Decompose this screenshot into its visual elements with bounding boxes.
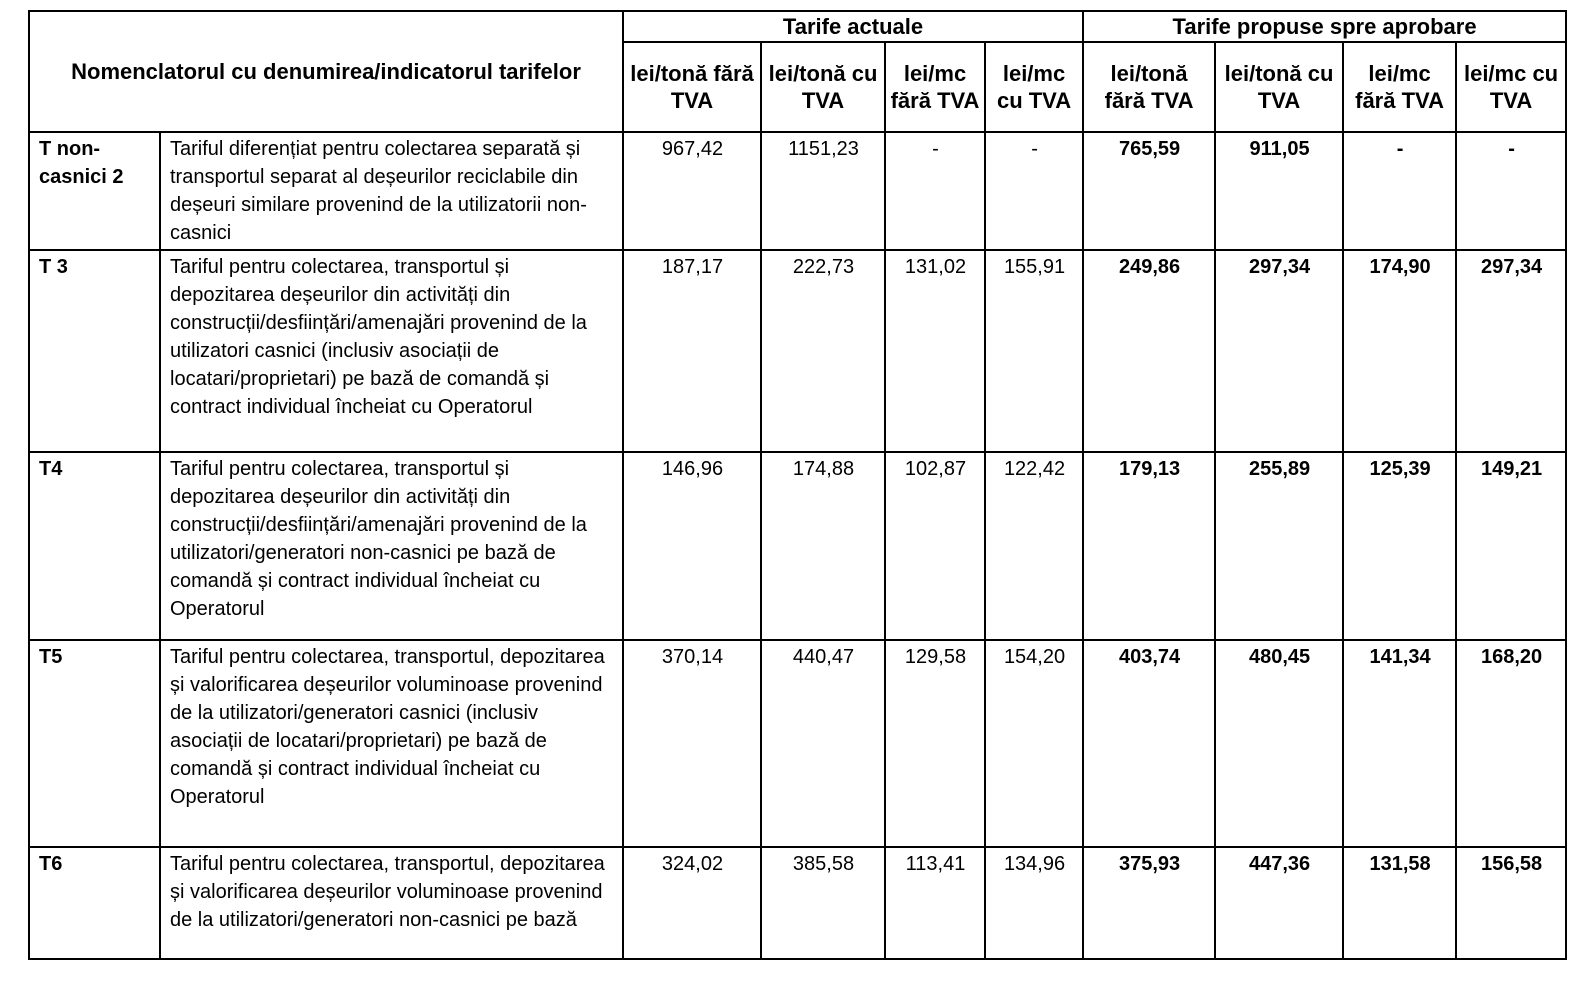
proposed-value: 765,59 [1083, 132, 1215, 250]
header-row-groups [29, 11, 1566, 42]
group-header-tarife-actuale: Tarife actuale [623, 11, 1083, 42]
actual-value: 129,58 [885, 640, 985, 847]
tariff-code: T non-casnici 2 [29, 132, 160, 250]
col-header-proposed-lei-tona-cu-tva: lei/tonă cu TVA [1215, 42, 1343, 132]
actual-value: 324,02 [623, 847, 761, 959]
proposed-value: - [1456, 132, 1566, 250]
actual-value: 113,41 [885, 847, 985, 959]
actual-value: 146,96 [623, 452, 761, 640]
proposed-value: 297,34 [1456, 250, 1566, 452]
actual-value: 1151,23 [761, 132, 885, 250]
proposed-value: 297,34 [1215, 250, 1343, 452]
proposed-value: 249,86 [1083, 250, 1215, 452]
table-row-t4 [29, 452, 1566, 640]
actual-value: 967,42 [623, 132, 761, 250]
tariff-code: T5 [29, 640, 160, 847]
table-row-t6 [29, 847, 1566, 959]
actual-value: 131,02 [885, 250, 985, 452]
actual-value: - [985, 132, 1083, 250]
proposed-value: 480,45 [1215, 640, 1343, 847]
table-row-t3 [29, 250, 1566, 452]
actual-value: 102,87 [885, 452, 985, 640]
tariff-description: Tariful pentru colectarea, transportul, depozitarea și valorificarea deșeurilor voluminoase provenind de la utilizatori/generatori casnici (inclusiv asociații de locatari/proprietari) pe bază de comandă și contract individual încheiat cu Operatorul [160, 640, 623, 847]
col-header-proposed-lei-tona-fara-tva: lei/tonă fără TVA [1083, 42, 1215, 132]
proposed-value: 149,21 [1456, 452, 1566, 640]
tariff-table [28, 10, 1567, 960]
table-row-t5 [29, 640, 1566, 847]
group-header-tarife-propuse: Tarife propuse spre aprobare [1083, 11, 1566, 42]
col-header-proposed-lei-mc-fara-tva: lei/mc fără TVA [1343, 42, 1456, 132]
proposed-value: 125,39 [1343, 452, 1456, 640]
proposed-value: 911,05 [1215, 132, 1343, 250]
col-header-actual-lei-tona-fara-tva: lei/tonă fără TVA [623, 42, 761, 132]
tariff-description: Tariful diferențiat pentru colectarea separată și transportul separat al deșeurilor reciclabile din deșeuri similare provenind de la utilizatorii non-casnici [160, 132, 623, 250]
proposed-value: - [1343, 132, 1456, 250]
actual-value: 154,20 [985, 640, 1083, 847]
proposed-value: 174,90 [1343, 250, 1456, 452]
tariff-code: T4 [29, 452, 160, 640]
proposed-value: 255,89 [1215, 452, 1343, 640]
proposed-value: 447,36 [1215, 847, 1343, 959]
table-row-t-non-casnici-2 [29, 132, 1566, 250]
proposed-value: 403,74 [1083, 640, 1215, 847]
tariff-description: Tariful pentru colectarea, transportul și depozitarea deșeurilor din activități din construcții/desființări/amenajări provenind de la utilizatori casnici (inclusiv asociații de locatari/proprietari) pe bază de comandă și contract individual încheiat cu Operatorul [160, 250, 623, 452]
actual-value: - [885, 132, 985, 250]
actual-value: 134,96 [985, 847, 1083, 959]
tariff-description: Tariful pentru colectarea, transportul și depozitarea deșeurilor din activități din construcții/desființări/amenajări provenind de la utilizatori/generatori non-casnici pe bază de comandă și contract individual încheiat cu Operatorul [160, 452, 623, 640]
col-header-actual-lei-mc-fara-tva: lei/mc fără TVA [885, 42, 985, 132]
col-header-proposed-lei-mc-cu-tva: lei/mc cu TVA [1456, 42, 1566, 132]
actual-value: 385,58 [761, 847, 885, 959]
proposed-value: 375,93 [1083, 847, 1215, 959]
nomenclator-header: Nomenclatorul cu denumirea/indicatorul tarifelor [29, 11, 623, 132]
col-header-actual-lei-tona-cu-tva: lei/tonă cu TVA [761, 42, 885, 132]
actual-value: 440,47 [761, 640, 885, 847]
actual-value: 122,42 [985, 452, 1083, 640]
actual-value: 370,14 [623, 640, 761, 847]
tariff-code: T 3 [29, 250, 160, 452]
proposed-value: 168,20 [1456, 640, 1566, 847]
tariff-description: Tariful pentru colectarea, transportul, depozitarea și valorificarea deșeurilor voluminoase provenind de la utilizatori/generatori non-casnici pe bază [160, 847, 623, 959]
tariff-code: T6 [29, 847, 160, 959]
actual-value: 155,91 [985, 250, 1083, 452]
proposed-value: 179,13 [1083, 452, 1215, 640]
actual-value: 187,17 [623, 250, 761, 452]
proposed-value: 131,58 [1343, 847, 1456, 959]
actual-value: 222,73 [761, 250, 885, 452]
proposed-value: 156,58 [1456, 847, 1566, 959]
proposed-value: 141,34 [1343, 640, 1456, 847]
actual-value: 174,88 [761, 452, 885, 640]
col-header-actual-lei-mc-cu-tva: lei/mc cu TVA [985, 42, 1083, 132]
